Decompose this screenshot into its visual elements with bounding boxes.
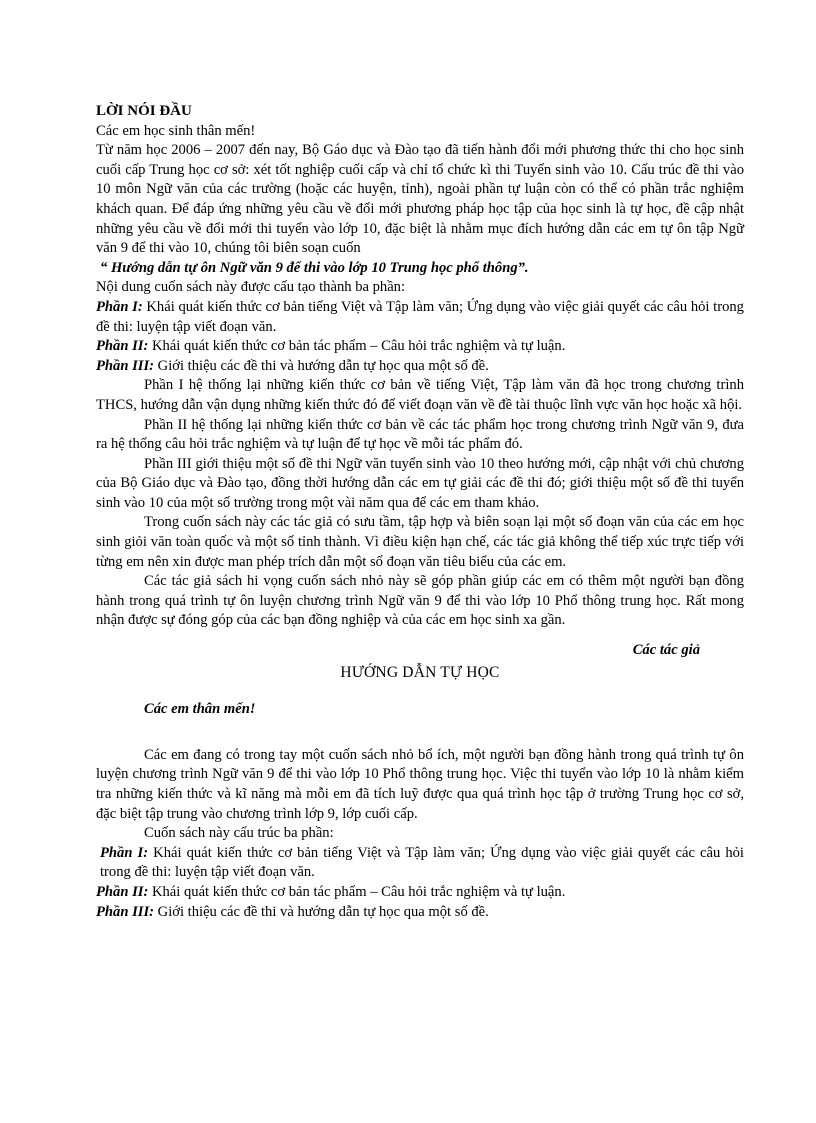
preface-part-2 bbox=[96, 337, 744, 357]
part-label: Phần I: bbox=[100, 844, 149, 861]
guide-part-1 bbox=[96, 844, 744, 883]
structure-intro: Nội dung cuốn sách này được cấu tạo thành ba phần: bbox=[96, 279, 406, 296]
part-text: Khái quát kiến thức cơ bản tác phẩm – Câu hỏi trắc nghiệm và tự luận. bbox=[148, 883, 566, 900]
guide-structure-intro: Cuốn sách này cấu trúc ba phần: bbox=[144, 825, 334, 842]
part-label: Phần III: bbox=[96, 903, 154, 920]
document-page bbox=[96, 102, 744, 922]
preface-part-3 bbox=[96, 357, 744, 377]
part-text: Giới thiệu các đề thi và hướng dẫn tự học qua một số đề. bbox=[154, 903, 489, 920]
preface-heading: LỜI NÓI ĐẦU bbox=[96, 103, 192, 119]
detail-paragraph-3: Phần III giới thiệu một số đề thi Ngữ văn tuyển sinh vào 10 theo hướng mới, cập nhật với chủ chương của Bộ Giáo dục và Đào tạo, đồng thời hướng dẫn các em tự giải các đề thi đó; giới thiệu một số đề thi tuyển sinh vào 10 của một số trường trong một vài năm qua để các em tham khảo. bbox=[96, 455, 744, 511]
guide-title: HƯỚNG DẪN TỰ HỌC bbox=[340, 663, 500, 681]
part-label: Phần III: bbox=[96, 357, 154, 374]
author-signature: Các tác giả bbox=[632, 642, 700, 659]
preface-paragraph-1: Từ năm học 2006 – 2007 đến nay, Bộ Gáo dục và Đào tạo đã tiến hành đổi mới phương thức thi cho học sinh cuối cấp Trung học cơ sở: xét tốt nghiệp cuối cấp và chỉ tổ chức kì thi Tuyển sinh vào 10. Cấu trúc đề thi vào 10 môn Ngữ văn của các trường (hoặc các huyện, tỉnh), ngoài phần tự luận còn có thể có phần trắc nghiệm khách quan. Để đáp ứng những yêu cầu về đổi mới phương pháp học tập của học sinh là tự học, đề cập nhật những yêu cầu về đổi mới thi tuyển vào lớp 10, đặc biệt là nhằm mục đích hướng dẫn các em tự ôn tập Ngữ văn 9 để thi vào 10, chúng tôi biên soạn cuốn bbox=[96, 142, 744, 257]
guide-paragraph-1: Các em đang có trong tay một cuốn sách nhỏ bổ ích, một người bạn đồng hành trong quá trình tự ôn luyện chương trình Ngữ văn 9 để thi vào lớp 10 Phổ thông trung học. Việc thi tuyển vào lớp 10 là nhằm kiểm tra những kiến thức và kĩ năng mà mỗi em đã tích luỹ được qua quá trình học tập ở trường Trung học cơ sở, đặc biệt tập trung vào chương trình lớp 9, lớp cuối cấp. bbox=[96, 746, 744, 822]
part-text: Khái quát kiến thức cơ bản tiếng Việt và Tập làm văn; Ứng dụng vào việc giải quyết các câu hỏi trong đề thi: luyện tập viết đoạn văn. bbox=[96, 298, 744, 335]
part-label: Phần II: bbox=[96, 883, 149, 900]
part-text: Khái quát kiến thức cơ bản tác phẩm – Câu hỏi trắc nghiệm và tự luận. bbox=[148, 338, 566, 355]
part-text: Khái quát kiến thức cơ bản tiếng Việt và Tập làm văn; Ứng dụng vào việc giải quyết các câu hỏi trong đề thi: luyện tập viết đoạn văn. bbox=[100, 844, 744, 881]
part-label: Phần I: bbox=[96, 298, 143, 315]
preface-greeting: Các em học sinh thân mến! bbox=[96, 122, 256, 139]
detail-paragraph-4: Trong cuốn sách này các tác giả có sưu tầm, tập hợp và biên soạn lại một số đoạn văn của các em học sinh giỏi văn toàn quốc và một số tỉnh thành. Vì điều kiện hạn chế, các tác giả không thể tiếp xúc trực tiếp với từng em nên xin được man phép trích dẫn một số đoạn văn tiêu biểu của các em. bbox=[96, 514, 744, 570]
preface-part-1 bbox=[96, 298, 744, 337]
detail-paragraph-5: Các tác giả sách hi vọng cuốn sách nhỏ này sẽ góp phần giúp các em có thêm một người bạn đồng hành trong quá trình tự ôn luyện chương trình Ngữ văn 9 để thi vào lớp 10 Phổ thông trung học. Rất mong nhận được sự đóng góp của các bạn đồng nghiệp và của các em học sinh xa gần. bbox=[96, 573, 744, 629]
book-title: “ Hướng dẫn tự ôn Ngữ văn 9 để thi vào lớp 10 Trung học phổ thông”. bbox=[100, 259, 529, 276]
guide-greeting: Các em thân mến! bbox=[144, 701, 256, 718]
part-label: Phần II: bbox=[96, 338, 149, 355]
part-text: Giới thiệu các đề thi và hướng dẫn tự học qua một số đề. bbox=[154, 357, 489, 374]
guide-part-3 bbox=[96, 903, 744, 923]
detail-paragraph-1: Phần I hệ thống lại những kiến thức cơ bản về tiếng Việt, Tập làm văn đã học trong chương trình THCS, hướng dẫn vận dụng những kiến thức đó để viết đoạn văn về đề tài thuộc lĩnh vực văn học hoặc xã hội. bbox=[96, 377, 744, 413]
detail-paragraph-2: Phần II hệ thống lại những kiến thức cơ bản về các tác phẩm học trong chương trình Ngữ văn 9, đưa ra hệ thống câu hỏi trắc nghiệm và tự luận để tự học về mỗi tác phẩm đó. bbox=[96, 416, 744, 453]
guide-part-2 bbox=[96, 883, 744, 903]
